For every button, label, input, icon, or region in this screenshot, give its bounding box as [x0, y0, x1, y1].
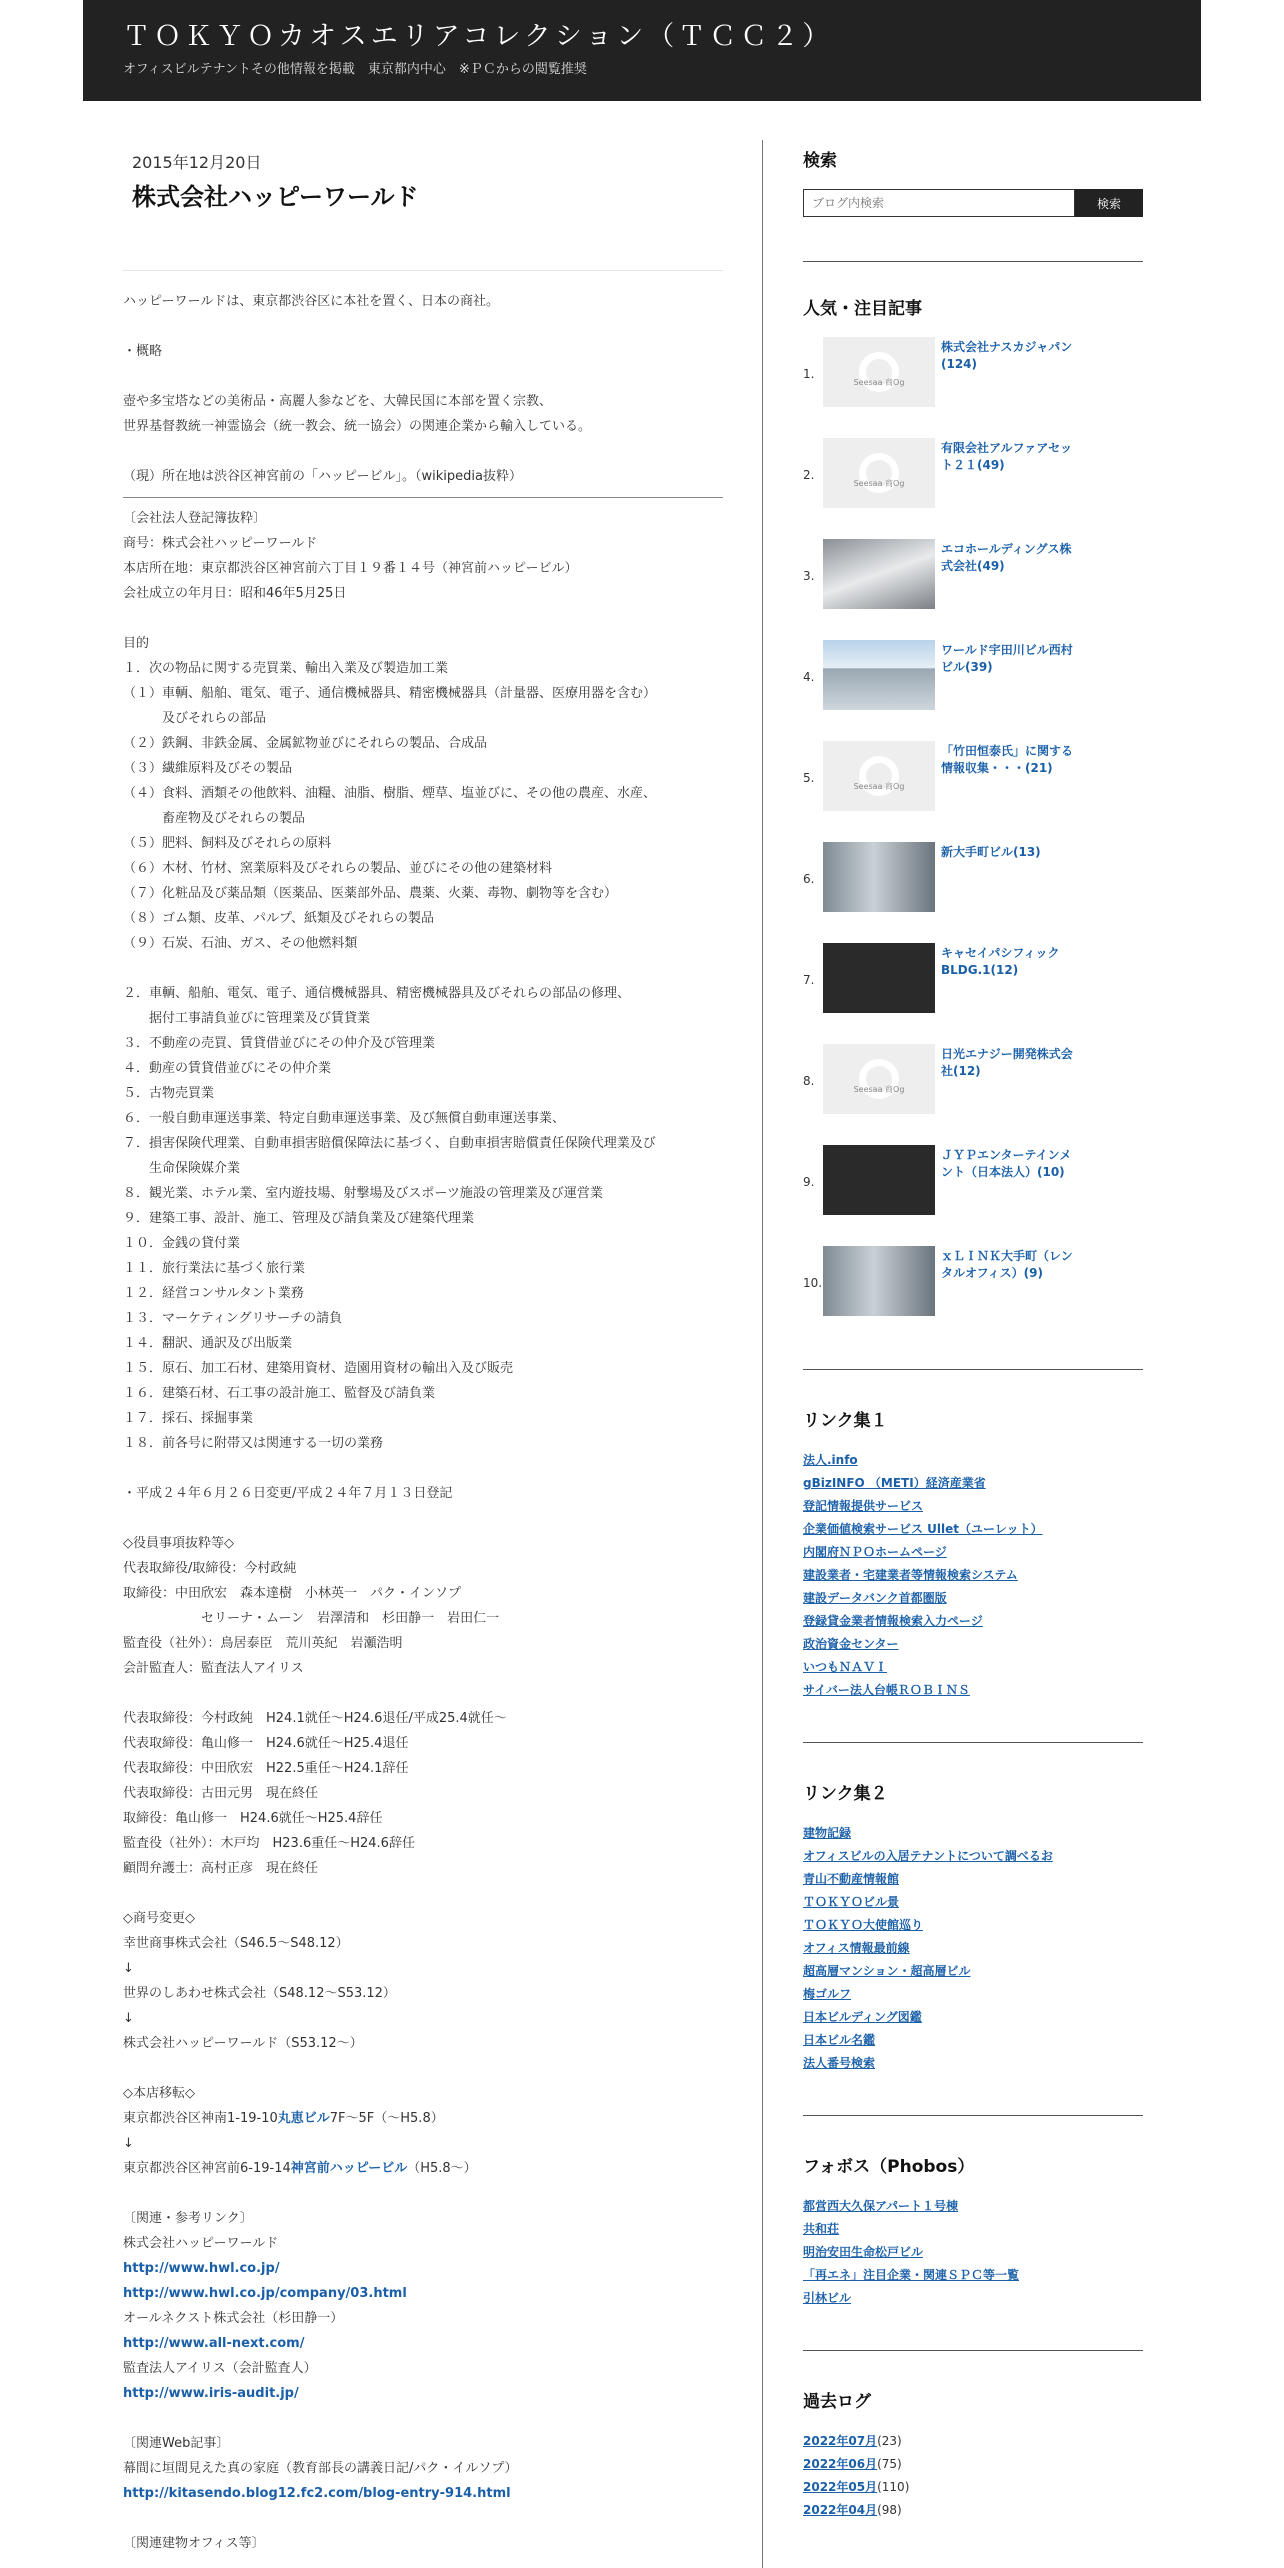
placeholder-label: Seesaa 商Og [853, 1085, 905, 1094]
text-line: 株式会社ハッピーワールド（S53.12～） [123, 2036, 363, 2051]
placeholder-label: Seesaa 商Og [853, 378, 905, 387]
text-line [123, 314, 723, 339]
archive-count: (75) [877, 2457, 902, 2471]
rank-number: 7. [803, 973, 815, 987]
ref-line [123, 2481, 723, 2506]
sidebar-link[interactable]: サイバー法人台帳ＲＯＢＩＮＳ [803, 1683, 970, 1697]
text-line: 畜産物及びそれらの製品 [123, 811, 306, 826]
sidebar-link[interactable]: ＴＯＫＹＯ大使館巡り [803, 1918, 924, 1932]
text-line: 及びそれらの部品 [123, 711, 267, 726]
popular-item-link[interactable]: エコホールディングス株式会社(49) [941, 542, 1072, 573]
text-line: 会社成立の年月日：昭和46年5月25日 [123, 586, 347, 601]
text-line: 代表取締役：今村政純 H24.1就任～H24.6退任/平成25.4就任～ [123, 1711, 507, 1726]
popular-item-link[interactable]: 日光エナジー開発株式会社(12) [941, 1047, 1073, 1078]
popular-item[interactable] [803, 943, 1143, 1044]
archive-count: (23) [877, 2434, 902, 2448]
text-line: １．次の物品に関する売買業、輸出入業及び製造加工業 [123, 661, 449, 676]
refs-heading: 〔関連・参考リンク〕 [123, 2211, 253, 2226]
column-divider [762, 140, 763, 2568]
ref-line [123, 2256, 723, 2281]
text-line: （３）繊維原料及びその製品 [123, 761, 293, 776]
sidebar-link[interactable]: 企業価値検索サービス Ullet（ユーレット） [803, 1522, 1043, 1536]
popular-widget [803, 294, 1143, 1347]
text-line: ７．損害保険代理業、自動車損害賠償保障法に基づく、自動車損害賠償責任保険代理業及び [123, 1136, 656, 1151]
text-line: １６．建築石材、石工事の設計施工、監督及び請負業 [123, 1386, 436, 1401]
ref-url-2[interactable]: http://www.hwl.co.jp/company/03.html [123, 2286, 407, 2301]
rank-number: 8. [803, 1074, 815, 1088]
text-line: １４．翻訳、通訳及び出版業 [123, 1336, 293, 1351]
text-line: ６．一般自動車運送事業、特定自動車運送事業、及び無償自動車運送事業、 [123, 1111, 566, 1126]
archive-item [803, 2499, 1143, 2522]
popular-item-link[interactable]: ＪＹＰエンターテインメント（日本法人）(10) [941, 1148, 1072, 1179]
sidebar-link[interactable]: 登録貸金業者情報検索入力ページ [803, 1614, 983, 1628]
article-thumbnail[interactable] [823, 1145, 935, 1215]
ref-company-3: 監査法人アイリス（会計監査人） [123, 2361, 317, 2376]
text-line: 代表取締役：中田欣宏 H22.5重任～H24.1辞任 [123, 1761, 409, 1776]
search-form [803, 189, 1143, 217]
address-prefix: 東京都渋谷区神南1-19-10 [123, 2111, 278, 2126]
article-thumbnail[interactable] [823, 943, 935, 1013]
sidebar-link[interactable]: 建設データバンク首都圏版 [803, 1591, 947, 1605]
text-line: １０．金銭の貸付業 [123, 1236, 241, 1251]
text-line: （５）肥料、飼料及びそれらの原料 [123, 836, 332, 851]
popular-item[interactable] [803, 842, 1143, 943]
text-line: ↓ [123, 2011, 134, 2026]
article-thumbnail[interactable] [823, 842, 935, 912]
archive-item [803, 2476, 1143, 2499]
text-line: ハッピーワールドは、東京都渋谷区に本社を置く、日本の商社。 [123, 294, 499, 309]
sidebar-link[interactable]: 内閣府ＮＰＯホームページ [803, 1545, 947, 1559]
archive-month-link[interactable]: 2022年05月 [803, 2480, 878, 2494]
article-addresses [123, 2106, 723, 2556]
text-line: （２）鉄鋼、非鉄金属、金属鉱物並びにそれらの製品、合成品 [123, 736, 488, 751]
web-article-text: 幕間に垣間見えた真の家庭（教育部長の講義日記/パク・イルソプ） [123, 2461, 518, 2476]
sidebar-link[interactable]: オフィスビルの入居テナントについて調べるお [803, 1849, 1053, 1863]
site-description: オフィスビルテナントその他情報を掲載 東京都内中心 ※ＰＣからの閲覧推奨 [123, 62, 587, 77]
maruei-building-link[interactable]: 丸恵ビル [277, 2111, 330, 2126]
article-intro [123, 289, 723, 489]
phobos-list [803, 2195, 1143, 2310]
archive-month-link[interactable]: 2022年07月 [803, 2434, 878, 2448]
text-line: ８．観光業、ホテル業、室内遊技場、射撃場及びスポーツ施設の管理業及び運営業 [123, 1186, 603, 1201]
text-line: セリーナ・ムーン 岩澤清和 杉田静一 岩田仁一 [123, 1611, 500, 1626]
text-line [123, 364, 723, 389]
text-line: 生命保険媒介業 [123, 1161, 241, 1176]
phobos-widget [803, 2152, 1143, 2310]
address-line-1 [123, 2106, 723, 2131]
text-line [123, 2056, 723, 2081]
archive-count: (98) [877, 2503, 902, 2517]
archive-month-link[interactable]: 2022年04月 [803, 2503, 878, 2517]
text-line: ◇商号変更◇ [123, 1911, 195, 1926]
article-thumbnail[interactable] [823, 1246, 935, 1316]
text-line: ・概略 [123, 344, 163, 359]
text-line: （８）ゴム類、皮革、パルプ、紙類及びそれらの製品 [123, 911, 434, 926]
links2-widget [803, 1779, 1143, 2075]
text-line: ４．動産の賃貸借並びにその仲介業 [123, 1061, 332, 1076]
sidebar-link[interactable]: 日本ビル名鑑 [803, 2033, 876, 2047]
text-line: 世界基督教統一神霊協会（統一教会、統一協会）の関連企業から輸入している。 [123, 419, 592, 434]
text-line: 代表取締役：亀山修一 H24.6就任～H25.4退任 [123, 1736, 409, 1751]
page-wrapper [83, 0, 1201, 2568]
text-line: 本店所在地：東京都渋谷区神宮前六丁目１９番１４号（神宮前ハッピービル） [123, 561, 578, 576]
web-article-url[interactable]: http://kitasendo.blog12.fc2.com/blog-entry-914.html [123, 2486, 511, 2501]
address-prefix: 東京都渋谷区神宮前6-19-14 [123, 2161, 291, 2176]
site-title[interactable]: ＴＯＫＹＯカオスエリアコレクション（ＴＣＣ２） [123, 21, 834, 52]
text-line: 監査役（社外）：鳥居泰臣 荒川英紀 岩瀬浩明 [123, 1636, 403, 1651]
search-heading: 検索 [803, 151, 837, 171]
related-buildings-heading: 〔関連建物オフィス等〕 [123, 2536, 265, 2551]
sidebar-link[interactable]: オフィス情報最前線 [803, 1941, 910, 1955]
text-line: １１．旅行業法に基づく旅行業 [123, 1261, 306, 1276]
links2-heading: リンク集２ [803, 1784, 888, 1804]
text-line: 取締役：中田欣宏 森本達樹 小林英一 パク・インソプ [123, 1586, 462, 1601]
rank-number: 9. [803, 1175, 815, 1189]
address-suffix: （H5.8～） [407, 2161, 477, 2176]
phobos-heading: フォボス（Phobos） [803, 2157, 975, 2177]
text-line [123, 1681, 723, 1706]
text-line [123, 439, 723, 464]
text-line: ◇本店移転◇ [123, 2086, 195, 2101]
ref-url-4[interactable]: http://www.iris-audit.jp/ [123, 2386, 299, 2401]
search-input[interactable] [803, 189, 1075, 217]
ref-line [123, 2331, 723, 2356]
text-line: （現）所在地は渋谷区神宮前の「ハッピービル」。（wikipedia抜粋） [123, 469, 522, 484]
text-line: １７．採石、採掘事業 [123, 1411, 254, 1426]
sidebar-divider [803, 2115, 1143, 2116]
archive-heading: 過去ログ [803, 2392, 871, 2412]
article-body [123, 506, 723, 2106]
search-widget [803, 146, 1143, 217]
text-line [123, 1881, 723, 1906]
text-line [123, 1506, 723, 1531]
placeholder-label: Seesaa 商Og [853, 782, 905, 791]
sidebar-divider [803, 261, 1143, 262]
popular-item-link[interactable]: キャセイパシフィックBLDG.1(12) [941, 946, 1060, 977]
archive-list [803, 2430, 1143, 2522]
sidebar-link[interactable]: ＴＯＫＹＯビル景 [803, 1895, 900, 1909]
popular-item-link[interactable]: 有限会社アルファアセット２１(49) [941, 441, 1073, 472]
ref-company-1: 株式会社ハッピーワールド [123, 2236, 279, 2251]
article-thumbnail[interactable] [823, 438, 935, 508]
text-line: 代表取締役/取締役：今村政純 [123, 1561, 297, 1576]
article-thumbnail[interactable] [823, 1044, 935, 1114]
text-line: ・平成２４年６月２６日変更/平成２４年７月１３日登記 [123, 1486, 453, 1501]
archive-count: (110) [877, 2480, 910, 2494]
text-line [123, 1456, 723, 1481]
sidebar-link[interactable]: gBizINFO （METI）経済産業省 [803, 1476, 986, 1490]
text-line: １５．原石、加工石材、建築用資材、造園用資材の輸出入及び販売 [123, 1361, 514, 1376]
popular-item[interactable] [803, 640, 1143, 741]
popular-item-link[interactable]: 「竹田恒泰氏」に関する情報収集・・・(21) [941, 744, 1074, 775]
sidebar-link[interactable]: 建物記録 [803, 1826, 852, 1840]
text-line: 据付工事請負並びに管理業及び賃貸業 [123, 1011, 371, 1026]
text-line: （６）木材、竹材、窯業原料及びそれらの製品、並びにその他の建築材料 [123, 861, 553, 876]
post-title: 株式会社ハッピーワールド [132, 183, 419, 211]
sidebar-link[interactable]: 法人.info [803, 1453, 858, 1467]
text-line: 目的 [123, 636, 150, 651]
text-line: 世界のしあわせ株式会社（S48.12～S53.12） [123, 1986, 396, 2001]
sidebar [803, 140, 1143, 2522]
article-thumbnail[interactable] [823, 640, 935, 710]
text-line: ↓ [123, 1961, 134, 1976]
address-line-2 [123, 2156, 723, 2181]
blank-line [123, 2506, 723, 2531]
text-line: ２．車輌、船舶、電気、電子、通信機械器具、精密機械器具及びそれらの部品の修理、 [123, 986, 631, 1001]
ref-url-1[interactable]: http://www.hwl.co.jp/ [123, 2261, 280, 2276]
popular-item[interactable] [803, 1246, 1143, 1347]
blank-line [123, 2406, 723, 2431]
archive-month-link[interactable]: 2022年06月 [803, 2457, 878, 2471]
text-line: 代表取締役：古田元男 現在終任 [123, 1786, 319, 1801]
popular-item-link[interactable]: 新大手町ビル(13) [941, 845, 1041, 859]
popular-item-link[interactable]: 株式会社ナスカジャパン(124) [941, 340, 1073, 371]
text-line: ３．不動産の売買、賃貸借並びにその仲介及び管理業 [123, 1036, 436, 1051]
rank-number: 1. [803, 367, 815, 381]
rank-number: 6. [803, 872, 815, 886]
sidebar-link[interactable]: 「再エネ」注目企業・関連ＳＰＣ等一覧 [803, 2268, 1020, 2282]
address-suffix: 7F～5F（～H5.8） [329, 2111, 444, 2126]
text-line: ９．建築工事、設計、施工、管理及び請負業及び建築代理業 [123, 1211, 475, 1226]
text-line: 会計監査人：監査法人アイリス [123, 1661, 304, 1676]
popular-heading: 人気・注目記事 [803, 299, 922, 319]
sidebar-link[interactable]: 日本ビルディング図鑑 [803, 2010, 922, 2024]
sidebar-link[interactable]: 登記情報提供サービス [803, 1499, 924, 1513]
jingumae-happy-building-link[interactable]: 神宮前ハッピービル [290, 2161, 408, 2176]
text-line [123, 956, 723, 981]
popular-item[interactable] [803, 438, 1143, 539]
links1-widget [803, 1406, 1143, 1702]
popular-item-link[interactable]: ｘＬＩＮＫ大手町（レンタルオフィス）(9) [941, 1249, 1073, 1280]
text-line: １８．前各号に附帯又は関連する一切の業務 [123, 1436, 384, 1451]
rank-number: 10. [803, 1276, 823, 1290]
text-line: ◇役員事項抜粋等◇ [123, 1536, 234, 1551]
article-thumbnail[interactable] [823, 337, 935, 407]
sidebar-link[interactable]: 梅ゴルフ [803, 1987, 852, 2001]
post-date: 2015年12月20日 [132, 153, 262, 172]
sidebar-divider [803, 2350, 1143, 2351]
text-line: ５．古物売買業 [123, 1086, 215, 1101]
archive-widget [803, 2387, 1143, 2522]
archive-item [803, 2453, 1143, 2476]
web-articles-heading: 〔関連Web記事〕 [123, 2436, 230, 2451]
arrow-line: ↓ [123, 2136, 134, 2151]
text-line [123, 606, 723, 631]
popular-list [803, 337, 1143, 1347]
text-line: （４）食料、酒類その他飲料、油糧、油脂、樹脂、煙草、塩並びに、その他の農産、水産、 [123, 786, 657, 801]
sidebar-link[interactable]: 都営西大久保アパート１号棟 [803, 2199, 959, 2213]
sidebar-divider [803, 1369, 1143, 1370]
text-line: 顧問弁護士：高村正彦 現在終任 [123, 1861, 319, 1876]
blank-line [123, 2181, 723, 2206]
search-button[interactable]: 検索 [1075, 189, 1143, 217]
popular-item[interactable] [803, 337, 1143, 438]
sidebar-link[interactable]: 超高層マンション・超高層ビル [803, 1964, 971, 1978]
text-line: （９）石炭、石油、ガス、その他燃料類 [123, 936, 358, 951]
sidebar-link[interactable]: いつもＮＡＶＩ [803, 1660, 888, 1674]
rank-number: 2. [803, 468, 815, 482]
popular-item[interactable] [803, 741, 1143, 842]
links1-heading: リンク集１ [803, 1411, 888, 1431]
text-line: 取締役：亀山修一 H24.6就任～H25.4辞任 [123, 1811, 383, 1826]
text-line: 監査役（社外）：木戸均 H23.6重任～H24.6辞任 [123, 1836, 415, 1851]
article-thumbnail[interactable] [823, 539, 935, 609]
sidebar-link[interactable]: 引林ビル [803, 2291, 852, 2305]
article-divider [123, 497, 723, 498]
text-line: 商号：株式会社ハッピーワールド [123, 536, 318, 551]
text-line: 壺や多宝塔などの美術品・高麗人参などを、大韓民国に本部を置く宗教、 [123, 394, 553, 409]
title-divider [123, 270, 723, 271]
rank-number: 3. [803, 569, 815, 583]
main-content [123, 140, 723, 2556]
rank-number: 4. [803, 670, 815, 684]
sidebar-link[interactable]: 青山不動産情報館 [803, 1872, 900, 1886]
sidebar-link[interactable]: 法人番号検索 [803, 2056, 876, 2070]
text-line: （１）車輌、船舶、電気、電子、通信機械器具、精密機械器具（計量器、医療用器を含む） [123, 686, 657, 701]
site-header [83, 0, 1201, 101]
archive-item [803, 2430, 1143, 2453]
popular-item[interactable] [803, 1044, 1143, 1145]
sidebar-link[interactable]: 明治安田生命松戸ビル [803, 2245, 924, 2259]
links1-list [803, 1449, 1143, 1702]
ref-url-3[interactable]: http://www.all-next.com/ [123, 2336, 305, 2351]
sidebar-link[interactable]: 共和荘 [803, 2222, 840, 2236]
text-line: １２．経営コンサルタント業務 [123, 1286, 304, 1301]
sidebar-link[interactable]: 建設業者・宅建業者等情報検索システム [803, 1568, 1018, 1582]
ref-line [123, 2381, 723, 2406]
rank-number: 5. [803, 771, 815, 785]
ref-company-2: オールネクスト株式会社（杉田静一） [123, 2311, 344, 2326]
text-line: 〔会社法人登記簿抜粋〕 [123, 511, 267, 526]
popular-item-link[interactable]: ワールド宇田川ビル西村ビル(39) [941, 643, 1073, 674]
ref-line [123, 2281, 723, 2306]
links2-list [803, 1822, 1143, 2075]
text-line: １３．マーケティングリサーチの請負 [123, 1311, 343, 1326]
popular-item[interactable] [803, 1145, 1143, 1246]
placeholder-label: Seesaa 商Og [853, 479, 905, 488]
article-thumbnail[interactable] [823, 741, 935, 811]
sidebar-divider [803, 1742, 1143, 1743]
text-line: 幸世商事株式会社（S46.5～S48.12） [123, 1936, 349, 1951]
text-line: （７）化粧品及び薬品類（医薬品、医薬部外品、農薬、火薬、毒物、劇物等を含む） [123, 886, 618, 901]
popular-item[interactable] [803, 539, 1143, 640]
sidebar-link[interactable]: 政治資金センター [803, 1637, 899, 1651]
